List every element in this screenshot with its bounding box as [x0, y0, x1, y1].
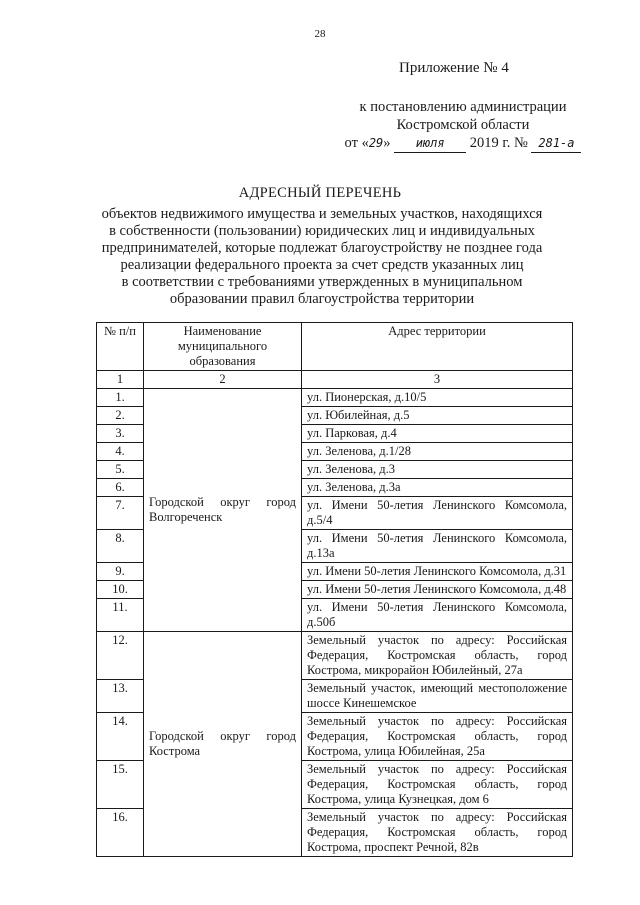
subtitle-line: предпринимателей, которые подлежат благоустройству не позднее года [101, 240, 543, 256]
page-number: 28 [314, 28, 326, 40]
row-number: 12. [97, 632, 144, 680]
row-number: 1. [97, 389, 144, 407]
table-row [97, 389, 573, 407]
municipality-cell: Городской округ город Волгореченск [144, 389, 302, 632]
address-cell: ул. Имени 50-летия Ленинского Комсомола, д.50б [302, 599, 573, 632]
address-cell: Земельный участок по адресу: Российская Федерация, Костромская область, город Кострома, микрорайон Юбилейный, 27а [302, 632, 573, 680]
address-cell: ул. Зеленова, д.1/28 [302, 443, 573, 461]
row-number: 15. [97, 761, 144, 809]
row-number: 6. [97, 479, 144, 497]
address-cell: ул. Имени 50-летия Ленинского Комсомола, д.5/4 [302, 497, 573, 530]
decree-line-1: к постановлению администрации [359, 99, 567, 115]
row-number: 4. [97, 443, 144, 461]
subtitle-line: образовании правил благоустройства территории [169, 291, 475, 307]
row-number: 3. [97, 425, 144, 443]
address-table [96, 322, 573, 857]
row-number: 16. [97, 809, 144, 857]
row-number: 8. [97, 530, 144, 563]
document-title: АДРЕСНЫЙ ПЕРЕЧЕНЬ [238, 185, 402, 201]
column-number: 1 [97, 371, 144, 389]
row-number: 11. [97, 599, 144, 632]
municipality-cell: Городской округ город Кострома [144, 632, 302, 857]
table-header-row [97, 323, 573, 371]
row-number: 13. [97, 680, 144, 713]
decree-day: 29 [368, 136, 384, 150]
header-municipality: Наименование муниципального образования [144, 323, 302, 371]
header-address: Адрес территории [302, 323, 573, 371]
row-number: 5. [97, 461, 144, 479]
subtitle-line: в собственности (пользовании) юридических лиц и индивидуальных [109, 223, 535, 239]
row-number: 7. [97, 497, 144, 530]
row-number: 2. [97, 407, 144, 425]
address-cell: Земельный участок по адресу: Российская Федерация, Костромская область, город Кострома, улица Кузнецкая, дом 6 [302, 761, 573, 809]
row-number: 9. [97, 563, 144, 581]
row-number: 10. [97, 581, 144, 599]
address-cell: ул. Имени 50-летия Ленинского Комсомола, д.13а [302, 530, 573, 563]
date-year: 2019 г. № [466, 135, 532, 151]
document-subtitle [80, 206, 564, 308]
date-prefix: от « [344, 135, 369, 151]
decree-month: июля [394, 134, 466, 153]
row-number: 14. [97, 713, 144, 761]
header-number: № п/п [97, 323, 144, 371]
subtitle-line: объектов недвижимого имущества и земельных участков, находящихся [101, 206, 543, 222]
address-cell: ул. Пионерская, д.10/5 [302, 389, 573, 407]
address-cell: ул. Имени 50-летия Ленинского Комсомола, д.48 [302, 581, 573, 599]
decree-number: 281-а [531, 134, 581, 153]
address-cell: ул. Парковая, д.4 [302, 425, 573, 443]
date-mid: » [383, 135, 395, 151]
appendix-label: Приложение № 4 [399, 60, 509, 76]
subtitle-line: в соответствии с требованиями утвержденных в муниципальном [121, 274, 523, 290]
address-cell: Земельный участок, имеющий местоположение шоссе Кинешемское [302, 680, 573, 713]
column-number-row [97, 371, 573, 389]
decree-date-line [318, 134, 608, 153]
address-cell: ул. Имени 50-летия Ленинского Комсомола, д.31 [302, 563, 573, 581]
decree-reference [318, 98, 608, 153]
column-number: 2 [144, 371, 302, 389]
table-row [97, 632, 573, 680]
address-cell: Земельный участок по адресу: Российская Федерация, Костромская область, город Кострома, проспект Речной, 82в [302, 809, 573, 857]
address-cell: ул. Зеленова, д.3а [302, 479, 573, 497]
column-number: 3 [302, 371, 573, 389]
address-cell: ул. Зеленова, д.3 [302, 461, 573, 479]
address-cell: Земельный участок по адресу: Российская Федерация, Костромская область, город Кострома, улица Юбилейная, 25а [302, 713, 573, 761]
address-cell: ул. Юбилейная, д.5 [302, 407, 573, 425]
subtitle-line: реализации федерального проекта за счет средств указанных лиц [120, 257, 524, 273]
decree-line-2: Костромской области [396, 117, 530, 133]
